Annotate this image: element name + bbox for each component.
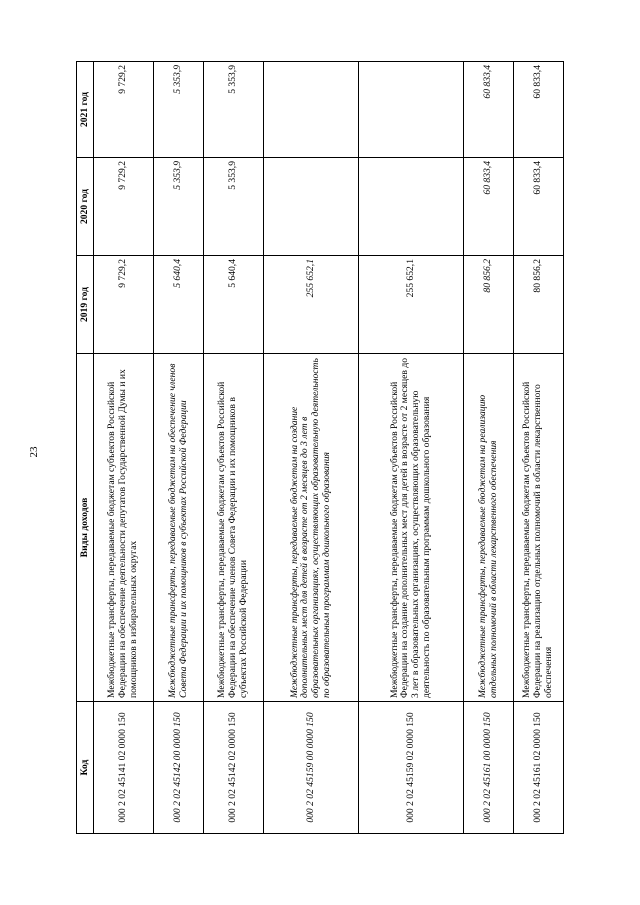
row-name: Межбюджетные трансферты, передаваемые бюджетам субъектов Российской Федерации на реализацию отдельных полномочий в области лекарственного обеспечения xyxy=(514,354,564,702)
row-value-2021: 5 353,9 xyxy=(154,62,204,158)
row-value-2020: 60 833,4 xyxy=(464,158,514,256)
row-value-2021: 60 833,4 xyxy=(514,62,564,158)
header-2020: 2020 год xyxy=(77,158,94,256)
header-2019: 2019 год xyxy=(77,256,94,354)
row-code: 000 2 02 45142 02 0000 150 xyxy=(204,702,264,834)
row-name: Межбюджетные трансферты, передаваемые бюджетам субъектов Российской Федерации на обеспечение деятельности депутатов Государственной Думы и их помощников в избирательных округах xyxy=(94,354,154,702)
row-value-2021 xyxy=(359,62,464,158)
row-value-2019: 255 652,1 xyxy=(359,256,464,354)
row-value-2020 xyxy=(264,158,359,256)
header-name: Виды доходов xyxy=(77,354,94,702)
row-value-2019: 80 856,2 xyxy=(514,256,564,354)
page-number: 23 xyxy=(28,446,40,458)
row-name: Межбюджетные трансферты, передаваемые бюджетам на обеспечение членов Совета Федерации и их помощников в субъектах Российской Федерации xyxy=(154,354,204,702)
revenue-table xyxy=(76,61,564,834)
row-value-2019: 255 652,1 xyxy=(264,256,359,354)
row-value-2020: 9 729,2 xyxy=(94,158,154,256)
table-row xyxy=(359,62,464,834)
row-code: 000 2 02 45159 00 0000 150 xyxy=(264,702,359,834)
row-code: 000 2 02 45141 02 0000 150 xyxy=(94,702,154,834)
table-row xyxy=(94,62,154,834)
row-value-2020: 60 833,4 xyxy=(514,158,564,256)
header-2021: 2021 год xyxy=(77,62,94,158)
row-code: 000 2 02 45161 00 0000 150 xyxy=(464,702,514,834)
table-row xyxy=(264,62,359,834)
row-name: Межбюджетные трансферты, передаваемые бюджетам на реализацию отдельных полномочий в области лекарственного обеспечения xyxy=(464,354,514,702)
row-name: Межбюджетные трансферты, передаваемые бюджетам субъектов Российской Федерации на обеспечение членов Совета Федерации и их помощников в субъектах Российской Федерации xyxy=(204,354,264,702)
row-value-2021: 9 729,2 xyxy=(94,62,154,158)
header-code: Код xyxy=(77,702,94,834)
row-value-2019: 5 640,4 xyxy=(204,256,264,354)
row-value-2020 xyxy=(359,158,464,256)
table-row xyxy=(464,62,514,834)
row-value-2019: 80 856,2 xyxy=(464,256,514,354)
table-body xyxy=(94,62,564,834)
row-code: 000 2 02 45142 00 0000 150 xyxy=(154,702,204,834)
row-value-2021: 60 833,4 xyxy=(464,62,514,158)
row-value-2020: 5 353,9 xyxy=(204,158,264,256)
table-wrapper xyxy=(76,62,554,834)
row-value-2019: 9 729,2 xyxy=(94,256,154,354)
row-value-2021 xyxy=(264,62,359,158)
rotated-table-container xyxy=(76,62,554,834)
row-value-2021: 5 353,9 xyxy=(204,62,264,158)
row-code: 000 2 02 45161 02 0000 150 xyxy=(514,702,564,834)
table-header-row xyxy=(77,62,94,834)
row-code: 000 2 02 45159 02 0000 150 xyxy=(359,702,464,834)
row-value-2019: 5 640,4 xyxy=(154,256,204,354)
row-name: Межбюджетные трансферты, передаваемые бюджетам субъектов Российской Федерации на создание дополнительных мест для детей в возрасте от 2 месяцев до 3 лет в образовательных организациях, осуществляющих образовательную деятельность по образовательным программам дошкольного образования xyxy=(359,354,464,702)
row-value-2020: 5 353,9 xyxy=(154,158,204,256)
table-row xyxy=(514,62,564,834)
row-name: Межбюджетные трансферты, передаваемые бюджетам на создание дополнительных мест для детей в возрасте от 2 месяцев до 3 лет в образовательных организациях, осуществляющих образовательную деятельность по образовательным программам дошкольного образования xyxy=(264,354,359,702)
table-row xyxy=(204,62,264,834)
table-row xyxy=(154,62,204,834)
